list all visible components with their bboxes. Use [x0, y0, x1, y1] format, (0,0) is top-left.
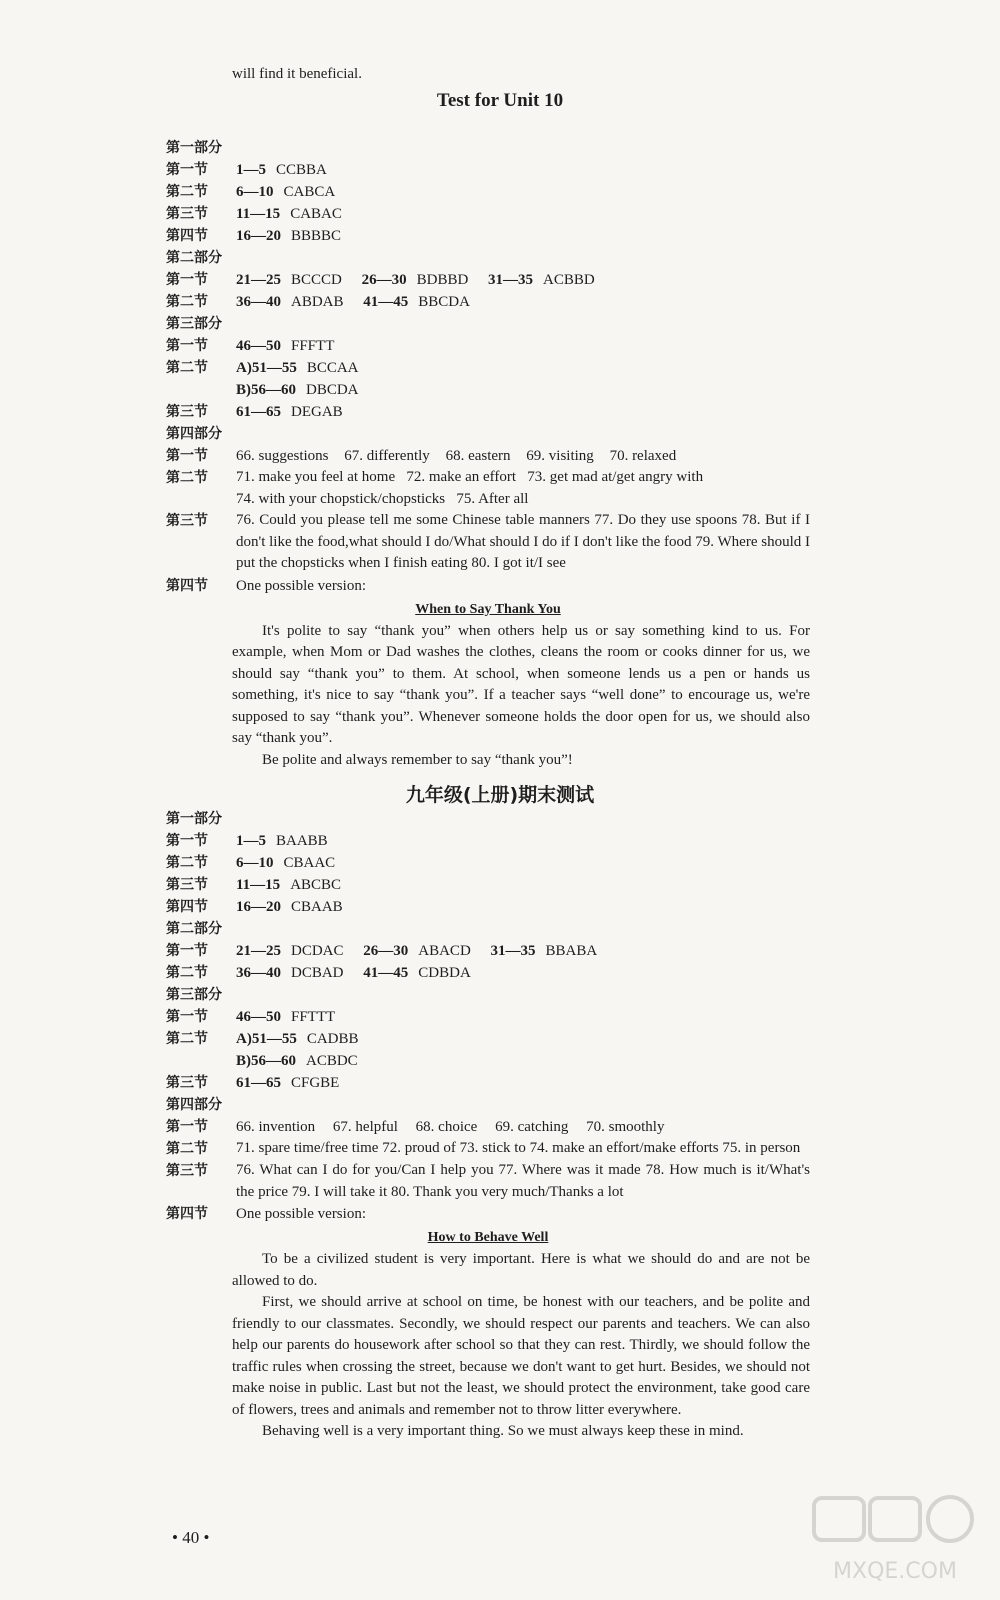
answer-row: 第二节 36—40 DCBAD 41—45 CDBDA [166, 965, 471, 981]
answer-row: 第二节 A)51—55 BCCAA [166, 360, 359, 376]
essay-paragraph: First, we should arrive at school on time, be honest with our teachers, and be polite and friendly to our classmates. Secondly, we should respect our parents and teachers. We can also help our parents do housework after school so that they can rest. Thirdly, we should follow the traffic rules when crossing the street, because we don't want to get hurt. Besides, we should not make noise in public. Last but not the least, we should protect the environment, take good care of flowers, trees and animals and remember not to throw litter everywhere. [232, 1294, 810, 1418]
watermark-logo [810, 1490, 980, 1590]
answer-row: 第一节 1—5 BAABB [166, 833, 328, 849]
essay-title: How to Behave Well [427, 1230, 549, 1245]
answer-row: 第一节 21—25 BCCCD 26—30 BDBBD 31—35 ACBBD [166, 272, 595, 288]
answer-row: 第二节 36—40 ABDAB 41—45 BBCDA [166, 294, 470, 310]
test-unit10-answers [166, 137, 810, 771]
test-unit10-title: Test for Unit 10 [436, 90, 564, 111]
part-heading: 第三部分 [166, 987, 222, 1003]
answer-row: 第三节 61—65 CFGBE [166, 1075, 340, 1091]
answer-row: 第二节 A)51—55 CADBB [166, 1031, 359, 1047]
essay-paragraph: Behaving well is a very important thing. So we must always keep these in mind. [262, 1423, 744, 1439]
answer-row: 第二节 6—10 CABCA [166, 184, 336, 200]
essay-paragraph: It's polite to say “thank you” when others help us or say something kind to us. For example, when Mom or Dad washes the clothes, cleans the room or cooks dinner for us, we should say “thank you” to them. At school, when someone lends us a pen or hands us something, it's nice to say “thank you”. If a teacher says “well done” to encourage us, we're supposed to say “thank you”. Whenever someone holds the door open for us, we should also say “thank you”. [232, 622, 810, 746]
final-test-answers [166, 808, 810, 1443]
essay-paragraph: To be a civilized student is very important. Here is what we should do and are not be allowed to do. [232, 1251, 810, 1289]
answer-row: 第一节 66. suggestions 67. differently 68. eastern 69. visiting 70. relaxed [166, 448, 677, 464]
answer-row: 第二节 71. spare time/free time 72. proud of 73. stick to 74. make an effort/make efforts 75. in person [166, 1140, 801, 1157]
answer-row: 第二节 6—10 CBAAC [166, 855, 336, 871]
answer-row: B)56—60 DBCDA [236, 382, 359, 398]
final-test-title: 九年级(上册)期末测试 [405, 784, 595, 806]
essay-title: When to Say Thank You [415, 601, 561, 617]
part-heading: 第四部分 [166, 1097, 222, 1113]
answer-row: B)56—60 ACBDC [236, 1053, 358, 1069]
essay-paragraph: Be polite and always remember to say “thank you”! [262, 751, 573, 768]
part-heading: 第一部分 [166, 140, 222, 156]
answer-row: 第一节 46—50 FFFTT [166, 338, 335, 354]
answer-row: 第三节 76. What can I do for you/Can I help you 77. Where was it made 78. How much is it/What's the price 79. I will take it 80. Thank you very much/Thanks a lot [166, 1162, 810, 1200]
part-heading: 第二部分 [166, 921, 222, 937]
carry-over-line: will find it beneficial. [232, 66, 362, 82]
part-heading: 第四部分 [166, 426, 222, 442]
answer-row: 第三节 76. Could you please tell me some Chinese table manners 77. Do they use spoons 78. But if I don't like the food,what should I do/What should I do if I don't like the food 79. Where should I put the chopsticks when I finish eating 80. I got it/I see [166, 512, 810, 571]
answer-row: 第一节 66. invention 67. helpful 68. choice 69. catching 70. smoothly [166, 1119, 665, 1135]
part-heading: 第一部分 [166, 811, 222, 827]
answer-row: 第三节 11—15 CABAC [166, 206, 342, 222]
answer-row: 第四节 One possible version: [166, 577, 366, 594]
part-heading: 第三部分 [166, 316, 222, 332]
answer-row: 第一节 46—50 FFTTT [166, 1009, 336, 1025]
answer-row: 第一节 21—25 DCDAC 26—30 ABACD 31—35 BBABA [166, 943, 598, 959]
svg-text:MXQE.COM: MXQE.COM [833, 1559, 957, 1584]
answer-row: 第四节 16—20 BBBBC [166, 228, 342, 244]
answer-row: 第二节 71. make you feel at home 72. make an effort 73. get mad at/get angry with 74. with your chopstick/chopsticks 75. After all [166, 469, 704, 507]
answer-row: 第四节 One possible version: [166, 1206, 366, 1222]
answer-row: 第三节 61—65 DEGAB [166, 404, 343, 420]
answer-row: 第一节 1—5 CCBBA [166, 162, 327, 178]
answer-row: 第四节 16—20 CBAAB [166, 899, 343, 915]
part-heading: 第二部分 [166, 250, 222, 266]
answer-row: 第三节 11—15 ABCBC [166, 877, 342, 893]
page-number: • 40 • [172, 1528, 210, 1547]
